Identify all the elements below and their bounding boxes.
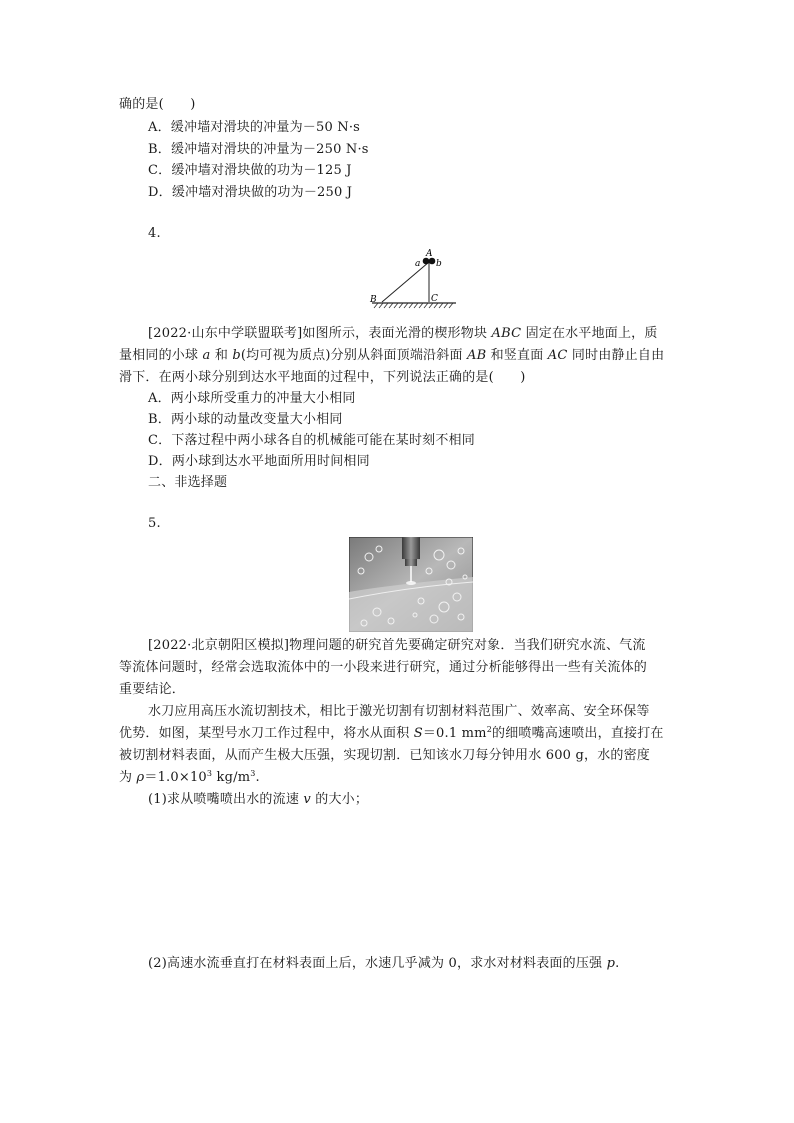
section-heading: 二、非选择题: [148, 475, 228, 490]
q5-para1-line3: 重要结论．: [119, 682, 186, 697]
waterjet-photo: [349, 537, 473, 632]
q4-option-b: B．两小球的动量改变量大小相同: [148, 412, 343, 427]
q4-option-a: A．两小球所受重力的冲量大小相同: [148, 391, 356, 406]
q5-subquestion-2: (2)高速水流垂直打在材料表面上后，水速几乎减为 0，求水对材料表面的压强 p.: [148, 956, 620, 971]
label-A: A: [426, 249, 433, 259]
q3-option-b: B．缓冲墙对滑块的冲量为－250 N·s: [148, 142, 369, 157]
q4-option-c: C．下落过程中两小球各自的机械能可能在某时刻不相同: [148, 433, 475, 448]
q3-stem-end: 确的是( ): [119, 97, 196, 112]
q5-para2-line4: 为 $\rho=1.0\times 10^3$ $kg/m^3$.: [119, 769, 260, 785]
q5-subquestion-1: (1)求从喷嘴喷出水的流速 v 的大小；: [148, 792, 369, 807]
label-C: C: [431, 294, 438, 304]
q3-option-a: A．缓冲墙对滑块的冲量为－50 N·s: [148, 120, 361, 135]
q5-para2-line2: 优势．如图，某型号水刀工作过程中，将水从面积 S＝0.1 $mm^2$的细喷嘴高速喷出，直接打在: [119, 725, 664, 741]
label-a: a: [415, 259, 421, 269]
q5-para1-line2: 等流体问题时，经常会选取流体中的一小段来进行研究，通过分析能够得出一些有关流体的: [119, 660, 648, 675]
q4-number: 4.: [148, 226, 161, 241]
q4-stem-line2: 量相同的小球 a 和 b(均可视为质点)分别从斜面顶端沿斜面 AB 和竖直面 AC 同时由静止自由: [119, 348, 665, 363]
wedge-diagram: [364, 248, 464, 318]
q5-para2-line3: 被切割材料表面，从而产生极大压强，实现切割．已知该水刀每分钟用水 600 g，水的密度: [119, 748, 650, 763]
q4-stem-line1: [2022·山东中学联盟联考]如图所示，表面光滑的楔形物块 ABC 固定在水平地面上，质: [148, 326, 658, 341]
q4-stem-line3: 滑下．在两小球分别到达水平地面的过程中，下列说法正确的是( ): [119, 370, 526, 385]
q5-para1-line1: [2022·北京朝阳区模拟]物理问题的研究首先要确定研究对象．当我们研究水流、气流: [148, 638, 646, 653]
label-B: B: [370, 295, 377, 305]
q5-number: 5.: [148, 516, 161, 531]
q3-option-d: D．缓冲墙对滑块做的功为－250 J: [148, 185, 353, 200]
q5-para2-line1: 水刀应用高压水流切割技术，相比于激光切割有切割材料范围广、效率高、安全环保等: [148, 704, 650, 719]
wedge-shape: [372, 262, 456, 308]
q4-option-d: D．两小球到达水平地面所用时间相同: [148, 454, 370, 469]
label-b: b: [436, 259, 442, 269]
q3-option-c: C．缓冲墙对滑块做的功为－125 J: [148, 163, 352, 178]
